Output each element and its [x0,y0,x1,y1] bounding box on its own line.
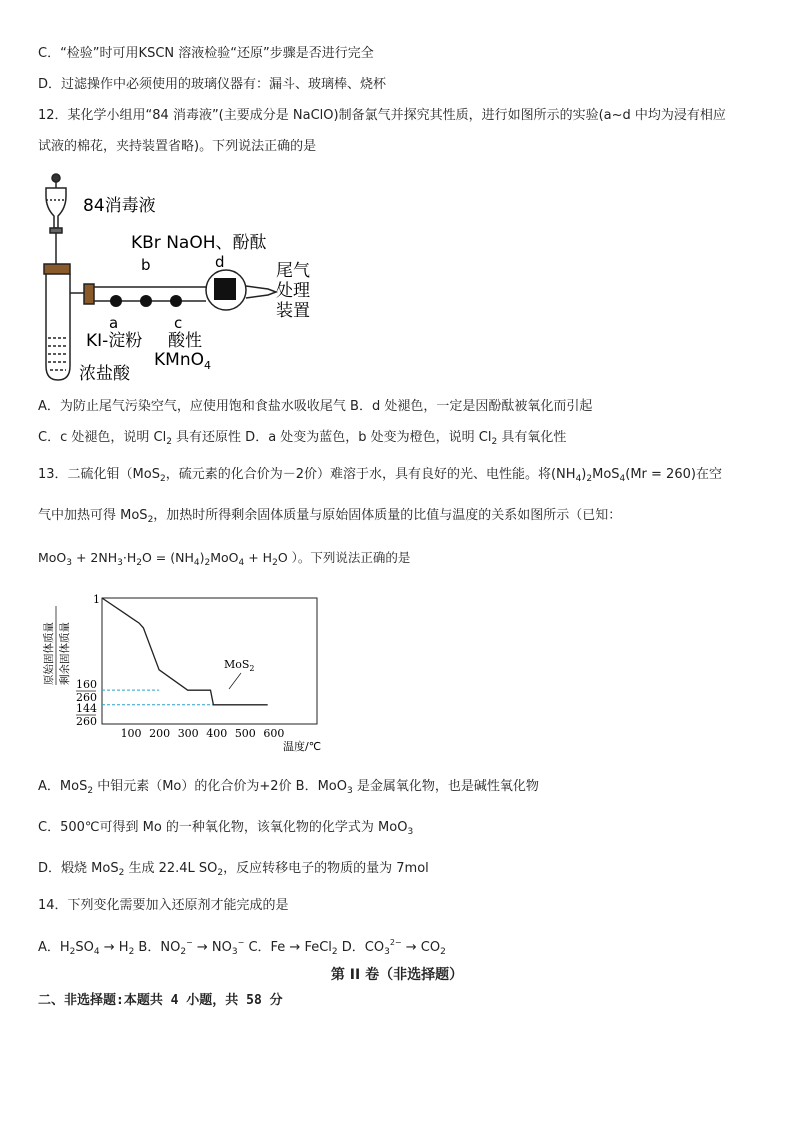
series-line [102,598,268,705]
q13-option-ab: A．MoS$_2$ 中钼元素（Mo）的化合价为+2价 B．MoO$_3$ 是金属氧化物，也是碱性氧化物 [38,779,539,796]
q13-option-d: D．煅烧 MoS$_2$ 生成 22.4L $SO_2$，反应转移电子的物质的量为 7mol [38,861,429,878]
y-tick-top: 1 [93,593,100,606]
reagent-c-line2: KMnO$_4$ [154,350,211,372]
mass-ratio-chart [36,590,346,755]
cotton-block-d [214,278,236,300]
q12-stem-line2: 试液的棉花，夹持装置省略)。下列说法正确的是 [38,139,317,154]
label-d: d [215,253,225,271]
q12-option-ab: A．为防止尾气污染空气，应使用饱和食盐水吸收尾气 B．d 处褪色，一定是因酚酞被氧化而引起 [38,399,593,414]
x-tick-label: 500 [234,727,256,740]
q13-stem-line1: 13．二硫化钼（MoS$_2$，硫元素的化合价为－2价）难溶于水，具有良好的光、电性能。将$(NH_4)_2MoS_4(Mr = 260)$在空 [38,467,722,484]
ylabel-denominator: 原始固体质量 [43,622,55,685]
y-tick-frac1-num: 160 [76,678,97,691]
y-tick-frac2-num: 144 [76,702,97,715]
annotation-leader [229,673,241,689]
annotation-mos2: MoS$_2$ [224,658,255,673]
cotton-ball-c [170,295,182,307]
top-reagents-label: KBr NaOH、酚酞 [131,233,267,253]
x-tick-label: 200 [149,727,171,740]
q11-option-d: D．过滤操作中必须使用的玻璃仪器有：漏斗、玻璃棒、烧杯 [38,77,387,92]
tail-line2: 处理 [276,281,310,301]
q13-option-c: C．500℃可得到 Mo 的一种氧化物，该氧化物的化学式为 MoO$_3$ [38,820,414,837]
y-tick-frac2-den: 260 [76,715,97,728]
x-tick-label: 600 [263,727,285,740]
q13-stem-line3: $MoO_3 + 2NH_3\cdot H_2O = (NH_4)_2MoO_4 + H_2O$ ）。下列说法正确的是 [38,550,411,568]
x-tick-labels [121,727,285,740]
q12-option-cd: C．c 处褪色，说明 $Cl_2$ 具有还原性 D．a 处变为蓝色，b 处变为橙色，说明 $Cl_2$ 具有氧化性 [38,430,567,447]
funnel-label: 84消毒液 [83,196,156,216]
y-tick-frac1-den: 260 [76,691,97,704]
x-tick-label: 100 [120,727,142,740]
reagent-a-label: KI-淀粉 [86,331,143,351]
x-axis-label: 温度/℃ [283,740,322,753]
flask-label: 浓盐酸 [79,364,130,384]
x-tick-label: 300 [177,727,199,740]
tail-line3: 装置 [276,301,310,321]
q14-stem: 14．下列变化需要加入还原剂才能完成的是 [38,898,289,913]
label-b: b [141,256,151,274]
q13-stem-line2: 气中加热可得 MoS$_2$，加热时所得剩余固体质量与原始固体质量的比值与温度的关系如图所示（已知： [38,508,622,525]
q11-option-c: C．“检验”时可用KSCN 溶液检验“还原”步骤是否进行完全 [38,46,374,61]
section-sub-heading: 二、非选择题:本题共 4 小题，共 58 分 [38,993,283,1008]
cotton-ball-a [110,295,122,307]
tail-line1: 尾气 [276,261,310,281]
chlorine-apparatus-diagram [36,166,336,391]
x-tick-label: 400 [206,727,228,740]
y-axis-label [42,606,71,685]
label-a: a [109,314,119,332]
q14-options: A．$H_2SO_4 \to H_2$ B．$NO_2^- \to NO_3^-$ C．Fe → FeCl$_2$ D．$CO_3^{2-} \to CO_2$ [38,938,446,957]
q12-stem-line1: 12．某化学小组用“84 消毒液”(主要成分是 NaClO)制备氯气并探究其性质，进行如图所示的实验(a~d 中均为浸有相应 [38,108,726,123]
section-heading: 第 II 卷（非选择题） [330,967,464,983]
reagent-c-line1: 酸性 [168,331,202,351]
label-c: c [174,314,183,332]
separatory-funnel-icon [46,174,66,266]
ylabel-numerator: 剩余固体质量 [59,622,71,685]
reaction-tube-icon [44,264,84,380]
cotton-ball-b [140,295,152,307]
